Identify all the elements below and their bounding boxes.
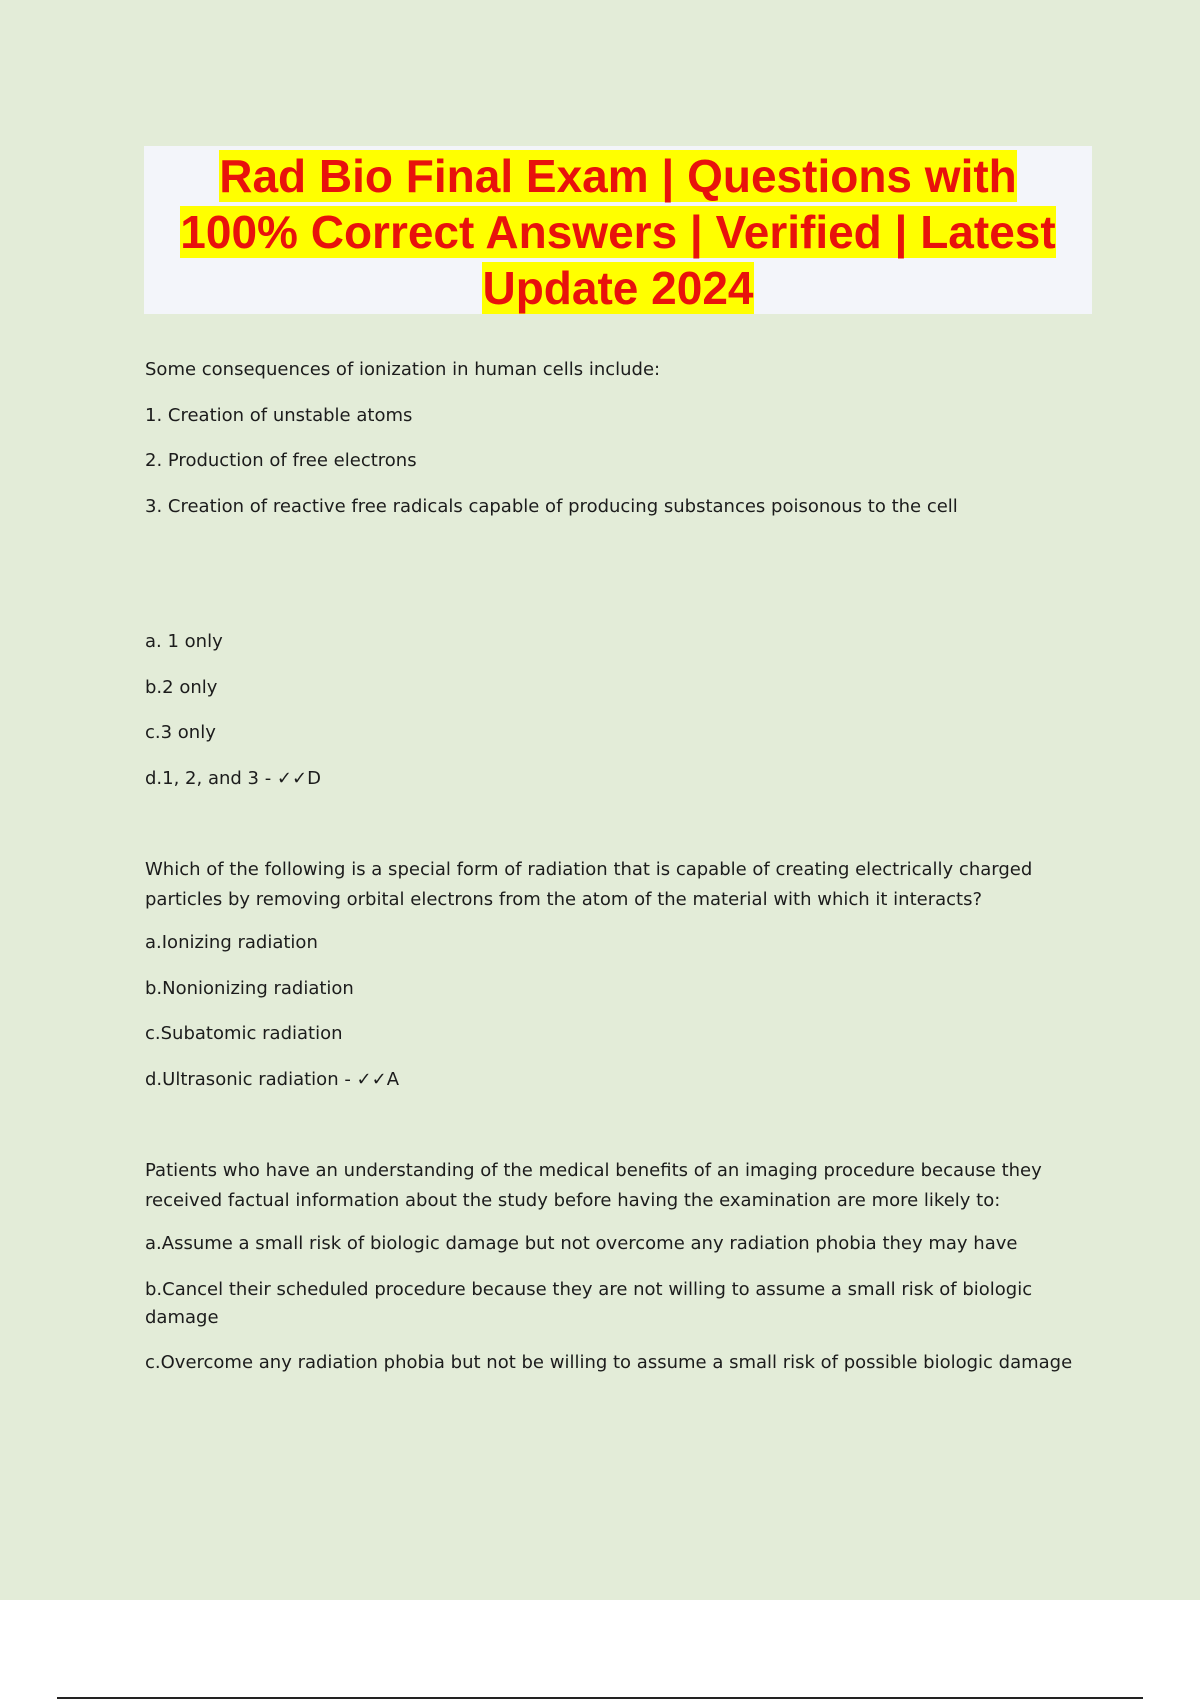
question-1 xyxy=(145,356,1085,793)
question-3-stem-line-1: Patients who have an understanding of the medical benefits of an imaging procedure because they xyxy=(145,1160,1042,1181)
question-1-statement-3: 3. Creation of reactive free radicals capable of producing substances poisonous to the cell xyxy=(145,496,958,517)
title-line-1: Rad Bio Final Exam | Questions with xyxy=(219,150,1017,202)
question-1-statement-2: 2. Production of free electrons xyxy=(145,450,417,471)
title-line-3: Update 2024 xyxy=(482,262,754,314)
question-3-stem-line-2: received factual information about the study before having the examination are more likely to: xyxy=(145,1190,1001,1211)
question-2-option-a: a.Ionizing radiation xyxy=(145,932,318,953)
question-2 xyxy=(145,855,1085,1094)
exam-content xyxy=(145,356,1085,1377)
question-2-option-d: d.Ultrasonic radiation - ✓✓A xyxy=(145,1069,400,1090)
question-2-stem-line-1: Which of the following is a special form of radiation that is capable of creating electrically charged xyxy=(145,859,1033,880)
question-1-option-d: d.1, 2, and 3 - ✓✓D xyxy=(145,768,321,789)
question-1-option-a: a. 1 only xyxy=(145,631,223,652)
question-3 xyxy=(145,1156,1085,1377)
question-1-option-c: c.3 only xyxy=(145,722,216,743)
question-3-option-b-line-1: b.Cancel their scheduled procedure because they are not willing to assume a small risk of biologic xyxy=(145,1279,1033,1300)
question-1-option-b: b.2 only xyxy=(145,677,218,698)
document-title xyxy=(144,146,1092,316)
document-title-box xyxy=(144,146,1092,314)
question-2-stem-line-2: particles by removing orbital electrons from the atom of the material with which it interacts? xyxy=(145,889,983,910)
footer-divider xyxy=(57,1697,1143,1699)
title-line-2: 100% Correct Answers | Verified | Latest xyxy=(180,206,1056,258)
question-3-option-b-line-2: damage xyxy=(145,1307,219,1328)
question-1-statement-1: 1. Creation of unstable atoms xyxy=(145,405,413,426)
question-1-stem: Some consequences of ionization in human cells include: xyxy=(145,359,661,380)
question-2-option-b: b.Nonionizing radiation xyxy=(145,978,354,999)
question-3-option-c: c.Overcome any radiation phobia but not be willing to assume a small risk of possible biologic damage xyxy=(145,1352,1073,1373)
question-3-option-a: a.Assume a small risk of biologic damage but not overcome any radiation phobia they may have xyxy=(145,1233,1018,1254)
question-2-option-c: c.Subatomic radiation xyxy=(145,1023,343,1044)
